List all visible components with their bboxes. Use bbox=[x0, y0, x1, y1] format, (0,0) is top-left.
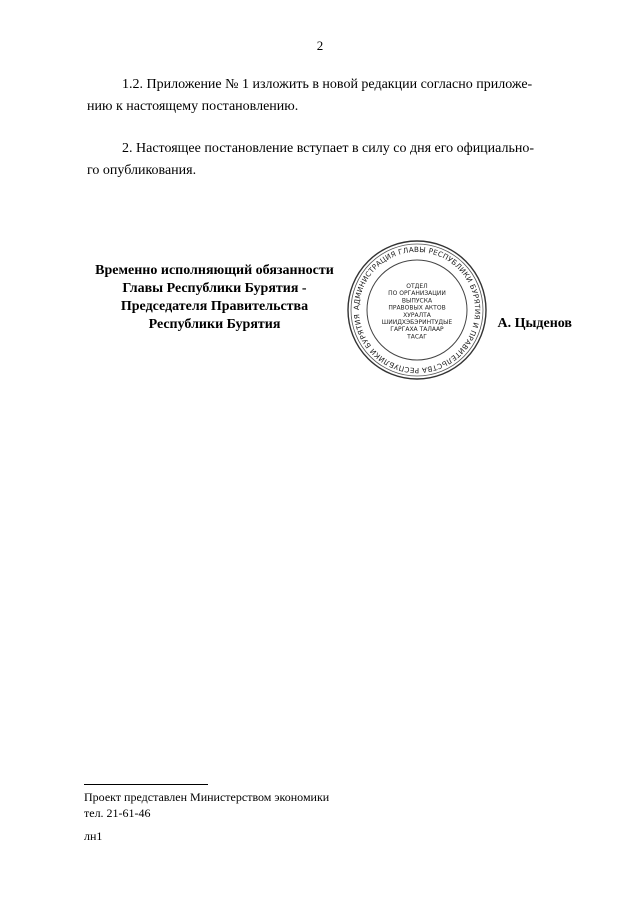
seal-inner-line: ВЫПУСКА bbox=[401, 297, 433, 305]
seal-inner-line: ПО ОРГАНИЗАЦИИ bbox=[388, 290, 446, 298]
official-seal-stamp bbox=[345, 238, 489, 382]
footnote-code: лн1 bbox=[84, 829, 103, 843]
page-number: 2 bbox=[316, 38, 324, 53]
seal-outer-text: АДМИНИСТРАЦИЯ ГЛАВЫ РЕСПУБЛИКИ БУРЯТИЯ И ПРАВИТЕЛЬСТВА РЕСПУБЛИКИ БУРЯТИЯ bbox=[351, 244, 483, 376]
seal-inner-line: ТАСАГ bbox=[407, 333, 427, 341]
footnote-divider bbox=[84, 784, 208, 785]
footnote-submitter: Проект представлен Министерством экономики bbox=[84, 790, 330, 804]
paragraph-2-line-2: го опубликования. bbox=[87, 163, 197, 178]
seal-inner-line: ОТДЕЛ bbox=[406, 283, 428, 290]
paragraph-2 bbox=[87, 138, 572, 182]
signer-name: А. Цыденов bbox=[497, 316, 572, 331]
seal-inner-line: ХУРАЛТА bbox=[403, 311, 431, 319]
paragraph-1 bbox=[87, 74, 572, 118]
signature-title-line-1: Временно исполняющий обязанности bbox=[95, 263, 334, 278]
seal-inner-line: ШИИДХЭБЭРИНТУДЫЕ bbox=[381, 319, 453, 326]
footnote-phone: тел. 21-61-46 bbox=[84, 806, 151, 820]
paragraph-2-line-1: 2. Настоящее постановление вступает в силу со дня его официально- bbox=[122, 141, 535, 156]
paragraph-1-line-2: нию к настоящему постановлению. bbox=[87, 99, 299, 114]
signature-title bbox=[82, 262, 347, 334]
seal-graphic bbox=[345, 238, 489, 382]
paragraph-1-line-1: 1.2. Приложение № 1 изложить в новой редакции согласно приложе- bbox=[122, 77, 533, 92]
signature-title-line-3: Председателя Правительства bbox=[120, 299, 309, 314]
signature-title-line-2: Главы Республики Бурятия - bbox=[122, 281, 307, 296]
seal-inner-line: ГАРГАХА ТАЛААР bbox=[390, 326, 444, 334]
signature-title-line-4: Республики Бурятия bbox=[148, 317, 281, 332]
seal-inner-line: ПРАВОВЫХ АКТОВ bbox=[388, 304, 446, 312]
